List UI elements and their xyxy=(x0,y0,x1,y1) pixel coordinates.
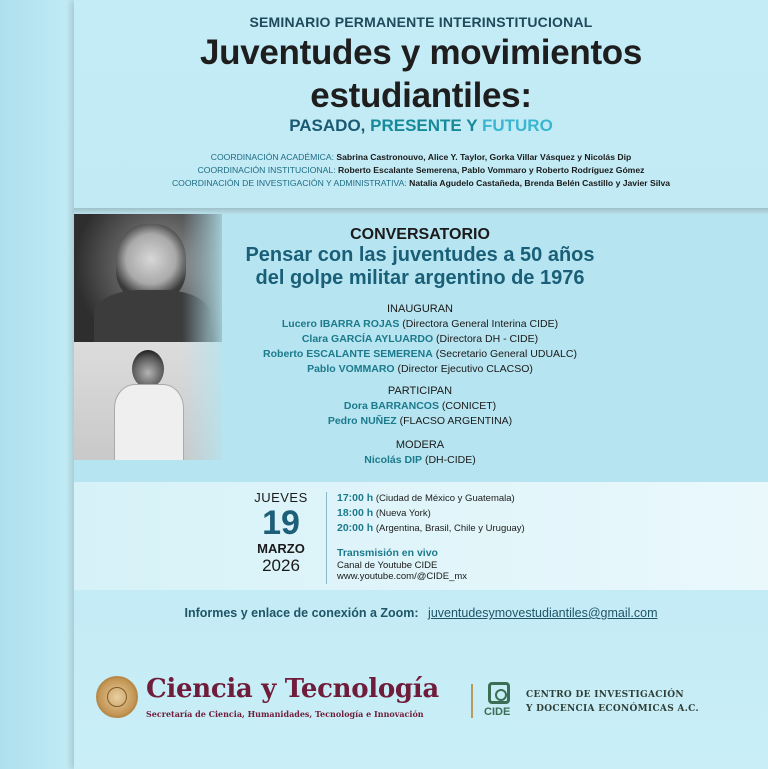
coordination-label: COORDINACIÓN INSTITUCIONAL: xyxy=(197,165,336,175)
cide-full-name xyxy=(526,688,699,716)
speaker-name: Pedro NUÑEZ xyxy=(327,415,397,427)
speaker-name: Dora BARRANCOS xyxy=(343,400,439,412)
schedule-list xyxy=(337,491,637,536)
inauguran-heading: INAUGURAN xyxy=(386,303,453,315)
speaker-role: (Directora General Interina CIDE) xyxy=(402,318,559,330)
poster-header xyxy=(74,0,768,212)
coordination-names: Roberto Escalante Semerena, Pablo Vommaro y Roberto Rodríguez Gómez xyxy=(337,165,645,175)
event-date xyxy=(238,490,324,576)
speaker-role: (Secretario General UDUALC) xyxy=(435,348,577,360)
schedule-place: (Argentina, Brasil, Chile y Uruguay) xyxy=(375,523,525,534)
coordination-institutional xyxy=(74,164,768,177)
speaker-role: (CONICET) xyxy=(441,400,497,412)
speaker-entry xyxy=(210,362,630,377)
date-weekday: JUEVES xyxy=(254,490,308,505)
speaker-name: Clara GARCÍA AYLUARDO xyxy=(301,333,434,345)
schedule-entry xyxy=(337,506,637,521)
schedule-time: 20:00 h xyxy=(337,522,374,534)
inauguran-section xyxy=(210,302,630,377)
coordination-names: Natalia Agudelo Castañeda, Brenda Belén Castillo y Javier Silva xyxy=(409,178,671,188)
seminar-title-line-1: Juventudes y movimientos xyxy=(199,33,643,72)
brand-name: Ciencia y Tecnología xyxy=(146,674,439,704)
coordination-academic xyxy=(74,151,768,164)
schedule-place: (Ciudad de México y Guatemala) xyxy=(375,493,515,504)
schedule-place: (Nueva York) xyxy=(375,508,431,519)
speaker-role: (Directora DH - CIDE) xyxy=(436,333,539,345)
cide-abbreviation: CIDE xyxy=(484,706,511,718)
contact-label: Informes y enlace de conexión a Zoom: xyxy=(184,606,419,620)
speaker-name: Lucero IBARRA ROJAS xyxy=(281,318,400,330)
brand-subtitle: Secretaría de Ciencia, Humanidades, Tecnología e Innovación xyxy=(146,709,424,719)
event-title xyxy=(190,244,650,290)
speaker-entry xyxy=(210,317,630,332)
coordination-research xyxy=(74,177,768,190)
speaker-entry xyxy=(210,453,630,468)
broadcast-title: Transmisión en vivo xyxy=(337,547,438,559)
participan-section xyxy=(210,384,630,429)
seal-inner-ring xyxy=(107,687,127,707)
left-decorative-strip xyxy=(0,0,74,769)
coordination-label: COORDINACIÓN DE INVESTIGACIÓN Y ADMINISTRATIVA: xyxy=(171,178,407,188)
date-divider xyxy=(326,492,327,584)
schedule-time: 17:00 h xyxy=(337,492,374,504)
cide-logo-icon xyxy=(488,682,510,704)
schedule-entry xyxy=(337,521,637,536)
schedule-entry xyxy=(337,491,637,506)
mexico-seal-icon xyxy=(96,676,138,718)
speaker-name: Pablo VOMMARO xyxy=(307,363,395,375)
series-name: SEMINARIO PERMANENTE INTERINSTITUCIONAL xyxy=(249,14,593,30)
speaker-role: (Director Ejecutivo CLACSO) xyxy=(397,363,533,375)
speaker-name: Nicolás DIP xyxy=(364,454,423,466)
schedule-time: 18:00 h xyxy=(337,507,374,519)
coordination-list xyxy=(74,151,768,190)
speaker-role: (DH-CIDE) xyxy=(424,454,476,466)
seminar-title xyxy=(74,31,768,117)
event-title-line-1: Pensar con las juventudes a 50 años xyxy=(245,244,595,266)
coordination-label: COORDINACIÓN ACADÉMICA: xyxy=(210,152,334,162)
participan-heading: PARTICIPAN xyxy=(387,385,453,397)
tagline xyxy=(74,116,768,136)
speaker-entry xyxy=(210,347,630,362)
seminar-title-line-2: estudiantiles: xyxy=(310,76,532,115)
broadcast-url[interactable]: www.youtube.com/@CIDE_mx xyxy=(337,571,468,582)
cide-name-line-2: Y DOCENCIA ECONÓMICAS A.C. xyxy=(526,704,699,714)
broadcast-info xyxy=(337,548,637,583)
photo-figure-body xyxy=(114,384,184,460)
broadcast-channel: Canal de Youtube CIDE xyxy=(337,559,438,571)
speaker-role: (FLACSO ARGENTINA) xyxy=(399,415,513,427)
speaker-name: Roberto ESCALANTE SEMERENA xyxy=(263,348,433,360)
contact-email-link[interactable]: juventudesymovestudiantiles@gmail.com xyxy=(428,606,658,620)
speaker-entry xyxy=(210,414,630,429)
tagline-past: PASADO, xyxy=(289,116,366,135)
modera-section xyxy=(210,438,630,468)
logo-divider xyxy=(471,684,473,718)
speaker-entry xyxy=(210,332,630,347)
coordination-names: Sabrina Castronouvo, Alice Y. Taylor, Gorka Villar Vásquez y Nicolás Dip xyxy=(336,152,632,162)
date-day: 19 xyxy=(262,504,300,542)
contact-line xyxy=(74,606,768,620)
speaker-entry xyxy=(210,399,630,414)
photo-figure-head xyxy=(132,350,164,388)
date-month: MARZO xyxy=(257,541,305,556)
modera-heading: MODERA xyxy=(395,439,445,451)
date-year: 2026 xyxy=(262,556,300,575)
event-type: CONVERSATORIO xyxy=(350,226,490,243)
tagline-future: FUTURO xyxy=(481,116,553,135)
cide-name-line-1: CENTRO DE INVESTIGACIÓN xyxy=(526,690,684,700)
tagline-present: PRESENTE Y xyxy=(370,116,478,135)
event-title-line-2: del golpe militar argentino de 1976 xyxy=(255,267,585,289)
